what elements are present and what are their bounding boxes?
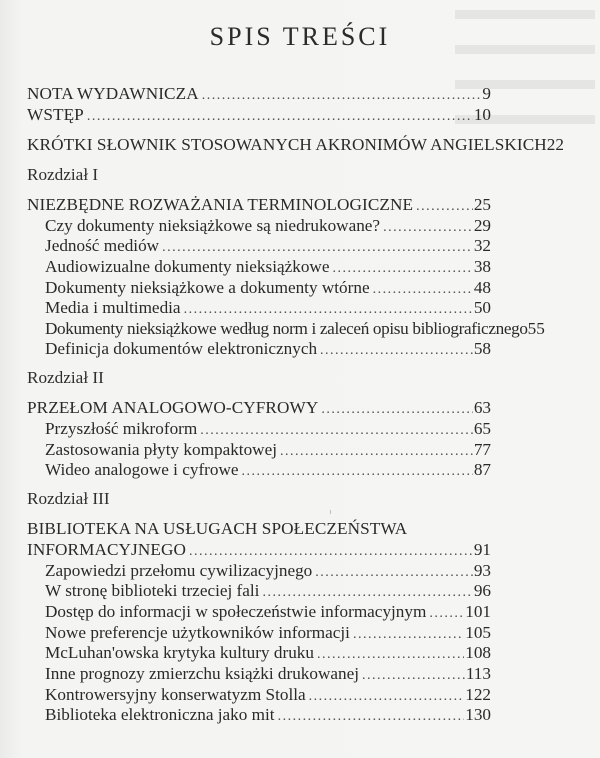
toc-entry[interactable] xyxy=(45,419,491,441)
chapter-heading: Rozdział II xyxy=(27,368,104,387)
leader-dots xyxy=(321,400,472,420)
toc-entry[interactable] xyxy=(45,278,491,300)
toc-entry-label: Nowe preferencje użytkowników informacji xyxy=(45,623,350,642)
toc-entry-label: Zapowiedzi przełomu cywilizacyjnego xyxy=(45,561,313,580)
leader-dots xyxy=(416,197,473,217)
toc-entry[interactable] xyxy=(45,460,491,482)
toc-entry-page: 29 xyxy=(473,216,491,235)
leader-dots xyxy=(317,645,464,665)
toc-entry-label: Audiowizualne dokumenty nieksiążkowe xyxy=(45,257,330,276)
toc-entry-page: 63 xyxy=(473,398,491,417)
chapter-heading: Rozdział III xyxy=(27,489,110,508)
toc-entry[interactable] xyxy=(45,705,491,727)
leader-dots xyxy=(189,542,473,562)
toc-entry-page: 93 xyxy=(473,561,491,580)
toc-entry-page: 25 xyxy=(473,195,491,214)
toc-entry-page: 58 xyxy=(473,339,491,358)
toc-entry-label-line1: BIBLIOTEKA NA USŁUGACH SPOŁECZEŃSTWA xyxy=(27,519,408,538)
toc-entry[interactable] xyxy=(45,685,491,707)
toc-entry-page: 22 xyxy=(546,135,564,154)
toc-entry-label: Definicja dokumentów elektronicznych xyxy=(45,339,318,358)
toc-entry-page: 122 xyxy=(465,685,491,704)
toc-entry[interactable] xyxy=(45,339,491,361)
toc-entry[interactable] xyxy=(45,643,491,665)
toc-entry[interactable] xyxy=(45,319,545,339)
toc-entry-label: Jedność mediów xyxy=(45,236,160,255)
toc-entry[interactable] xyxy=(45,440,491,462)
leader-dots xyxy=(242,462,473,482)
toc-entry[interactable] xyxy=(27,540,491,562)
toc-entry-label: Czy dokumenty nieksiążkowe są niedrukowane? xyxy=(45,216,381,235)
toc-entry-label: W stronę biblioteki trzeciej fali xyxy=(45,581,260,600)
toc-entry-page: 130 xyxy=(465,705,491,724)
toc-entry-page: 77 xyxy=(473,440,491,459)
leader-dots xyxy=(315,563,473,583)
toc-entry-label: Inne prognozy zmierzchu książki drukowanej xyxy=(45,664,360,683)
leader-dots xyxy=(332,259,472,279)
leader-dots xyxy=(320,341,473,361)
leader-dots xyxy=(429,604,464,624)
toc-entry[interactable] xyxy=(27,105,491,127)
leader-dots xyxy=(362,666,465,686)
chapter-heading: Rozdział I xyxy=(27,165,99,184)
toc-entry-page: 108 xyxy=(465,643,491,662)
toc-entry-label: Zastosowania płyty kompaktowej xyxy=(45,440,277,459)
toc-entry-label: WSTĘP xyxy=(27,105,84,124)
leader-dots xyxy=(87,107,473,127)
toc-entry-label: Biblioteka elektroniczna jako mit xyxy=(45,705,275,724)
toc-entry-label: Dokumenty nieksiążkowe a dokumenty wtórne xyxy=(45,278,370,297)
leader-dots xyxy=(353,625,464,645)
toc-entry-page: 50 xyxy=(473,298,491,317)
leader-dots xyxy=(373,280,473,300)
leader-dots xyxy=(202,86,482,106)
toc-entry-label: Kontrowersyjny konserwatyzm Stolla xyxy=(45,685,306,704)
toc-entry-page: 32 xyxy=(473,236,491,255)
toc-entry-page: 38 xyxy=(473,257,491,276)
toc-entry-label: Przyszłość mikroform xyxy=(45,419,198,438)
toc-entry-label: Dostęp do informacji w społeczeństwie informacyjnym xyxy=(45,602,427,621)
toc-entry[interactable] xyxy=(45,602,491,624)
toc-entry-label: NIEZBĘDNE ROZWAŻANIA TERMINOLOGICZNE xyxy=(27,195,414,214)
toc-entry-label: Dokumenty nieksiążkowe według norm i zaleceń opisu bibliograficznego xyxy=(45,319,528,338)
print-speck xyxy=(330,510,331,514)
toc-entry[interactable] xyxy=(45,257,491,279)
toc-entry[interactable] xyxy=(27,84,491,106)
toc-entry-label: NOTA WYDAWNICZA xyxy=(27,84,199,103)
toc-entry-page: 113 xyxy=(465,664,491,683)
toc-entry-label: PRZEŁOM ANALOGOWO-CYFROWY xyxy=(27,398,319,417)
leader-dots xyxy=(383,218,473,238)
toc-entry[interactable] xyxy=(45,216,491,238)
toc-entry-page: 55 xyxy=(527,319,545,338)
toc-entry[interactable] xyxy=(45,561,491,583)
leader-dots xyxy=(309,687,465,707)
toc-entry[interactable] xyxy=(27,135,564,155)
toc-entry-page: 10 xyxy=(473,105,491,124)
toc-entry-page: 105 xyxy=(465,623,491,642)
leader-dots xyxy=(162,238,473,258)
toc-entry-page: 9 xyxy=(482,84,491,103)
toc-entry-page: 65 xyxy=(473,419,491,438)
toc-entry-page: 101 xyxy=(465,602,491,621)
toc-entry-page: 96 xyxy=(473,581,491,600)
leader-dots xyxy=(200,421,473,441)
leader-dots xyxy=(280,442,473,462)
leader-dots xyxy=(184,300,473,320)
toc-entry[interactable] xyxy=(45,298,491,320)
toc-entry-label: INFORMACYJNEGO xyxy=(27,540,186,559)
toc-entry-label: Media i multimedia xyxy=(45,298,181,317)
leader-dots xyxy=(278,707,465,727)
toc-entry-label: Wideo analogowe i cyfrowe xyxy=(45,460,239,479)
toc-entry[interactable] xyxy=(27,195,491,217)
toc-entry[interactable] xyxy=(45,581,491,603)
toc-entry-page: 48 xyxy=(473,278,491,297)
toc-entry[interactable] xyxy=(45,623,491,645)
toc-entry-page: 87 xyxy=(473,460,491,479)
leader-dots xyxy=(262,583,472,603)
toc-entry-label: McLuhan'owska krytyka kultury druku xyxy=(45,643,314,662)
page-title: SPIS TREŚCI xyxy=(209,22,391,51)
toc-entry-page: 91 xyxy=(473,540,491,559)
toc-entry-label: KRÓTKI SŁOWNIK STOSOWANYCH AKRONIMÓW ANGIELSKICH xyxy=(27,135,547,154)
toc-entry[interactable] xyxy=(45,664,491,686)
toc-entry[interactable] xyxy=(45,236,491,258)
toc-entry[interactable] xyxy=(27,398,491,420)
